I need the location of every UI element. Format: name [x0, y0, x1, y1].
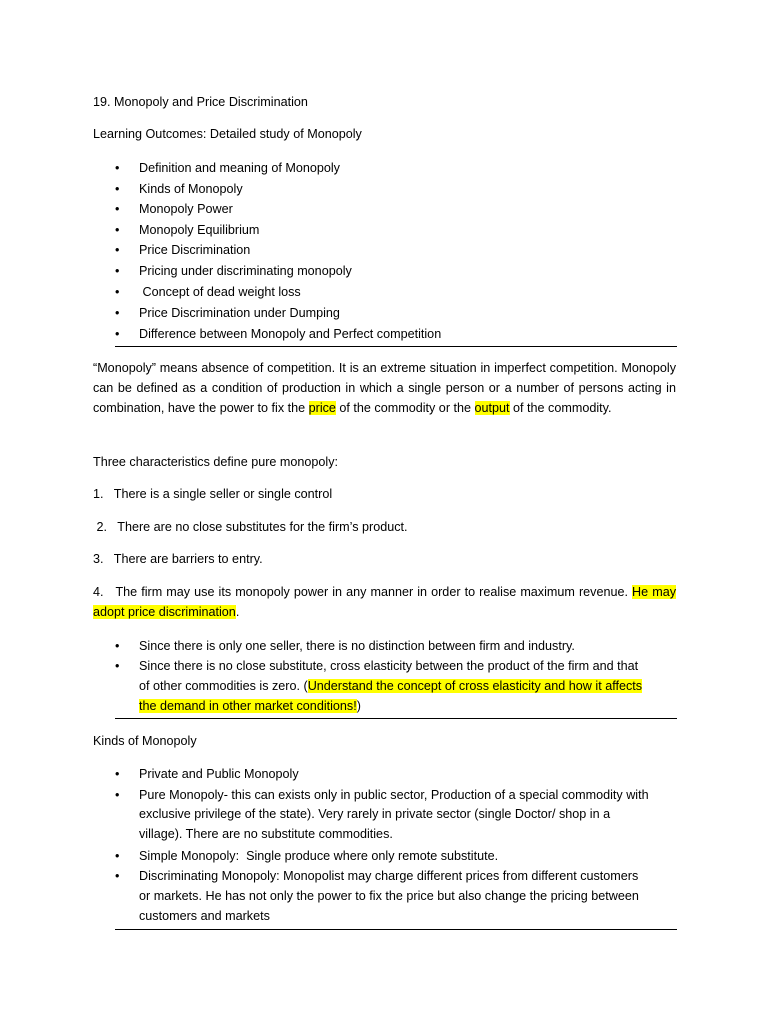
sub-bullet-text: of other commodities is zero. ( — [139, 679, 308, 693]
characteristic-item: 1. There is a single seller or single control — [93, 487, 333, 501]
sub-bullet-text-end: ) — [356, 699, 361, 713]
sub-bullet-item-continued — [139, 698, 361, 714]
bullet-marker: • — [115, 849, 120, 863]
outcome-item: Difference between Monopoly and Perfect competition — [139, 327, 442, 341]
outcome-item: Monopoly Power — [139, 202, 233, 216]
bullet-marker: • — [115, 327, 120, 341]
characteristic-text: 4. The firm may use its monopoly power in any manner in order to realise maximum revenue. — [93, 585, 633, 599]
bullet-marker: • — [115, 243, 120, 257]
characteristic-text-end: . — [235, 605, 240, 619]
outcome-item: Price Discrimination — [139, 243, 251, 257]
bullet-marker: • — [115, 161, 120, 175]
outcome-item: Pricing under discriminating monopoly — [139, 264, 352, 278]
kind-item-continued: village). There are no substitute commodities. — [139, 827, 393, 841]
highlight-price: price — [308, 401, 336, 415]
highlight-cross-elasticity: Understand the concept of cross elasticity and how it affects — [307, 679, 643, 693]
highlight-demand-conditions: the demand in other market conditions! — [139, 699, 357, 713]
section-divider — [115, 929, 677, 930]
highlight-output: output — [474, 401, 510, 415]
kind-item-continued: customers and markets — [139, 909, 270, 923]
kind-item: Discriminating Monopoly: Monopolist may charge different prices from different customers — [139, 869, 639, 883]
bullet-marker: • — [115, 767, 120, 781]
bullet-marker: • — [115, 869, 120, 883]
characteristic-item: 2. There are no close substitutes for the firm’s product. — [93, 520, 408, 534]
bullet-marker: • — [115, 202, 120, 216]
bullet-marker: • — [115, 264, 120, 278]
bullet-marker: • — [115, 285, 120, 299]
characteristics-heading: Three characteristics define pure monopoly: — [93, 455, 339, 469]
characteristic-item: 3. There are barriers to entry. — [93, 552, 263, 566]
definition-text: of the commodity. — [509, 401, 612, 415]
monopoly-definition-paragraph — [93, 358, 676, 418]
bullet-marker: • — [115, 659, 120, 673]
kind-item: Simple Monopoly: Single produce where only remote substitute. — [139, 849, 499, 863]
definition-text: “Monopoly” means absence of competition. It is an extreme situation in imperfect competition. Monopoly can be defined as a condition of production in which a single person or a number of persons acting in combination, have the power to fix the — [93, 361, 676, 415]
section-divider — [115, 718, 677, 719]
document-title: 19. Monopoly and Price Discrimination — [93, 95, 308, 109]
characteristic-item-4 — [93, 582, 676, 622]
kind-item: Private and Public Monopoly — [139, 767, 299, 781]
bullet-marker: • — [115, 788, 120, 802]
outcome-item: Definition and meaning of Monopoly — [139, 161, 340, 175]
sub-bullet-item: Since there is only one seller, there is no distinction between firm and industry. — [139, 639, 575, 653]
highlight-price-discrimination: He may adopt price discrimination — [93, 585, 677, 619]
outcome-item: Monopoly Equilibrium — [139, 223, 260, 237]
definition-text: of the commodity or the — [335, 401, 475, 415]
section-divider — [115, 346, 677, 347]
learning-outcomes-heading: Learning Outcomes: Detailed study of Monopoly — [93, 127, 362, 141]
sub-bullet-item: Since there is no close substitute, cross elasticity between the product of the firm and that — [139, 659, 639, 673]
outcome-item: Concept of dead weight loss — [139, 285, 301, 299]
bullet-marker: • — [115, 306, 120, 320]
outcome-item: Kinds of Monopoly — [139, 182, 243, 196]
kind-item: Pure Monopoly- this can exists only in public sector, Production of a special commodity with — [139, 788, 649, 802]
bullet-marker: • — [115, 639, 120, 653]
bullet-marker: • — [115, 182, 120, 196]
kind-item-continued: exclusive privilege of the state). Very rarely in private sector (single Doctor/ shop in a — [139, 807, 611, 821]
kinds-heading: Kinds of Monopoly — [93, 734, 197, 748]
outcome-item: Price Discrimination under Dumping — [139, 306, 340, 320]
sub-bullet-item-continued — [139, 678, 642, 694]
bullet-marker: • — [115, 223, 120, 237]
kind-item-continued: or markets. He has not only the power to fix the price but also change the pricing between — [139, 889, 639, 903]
